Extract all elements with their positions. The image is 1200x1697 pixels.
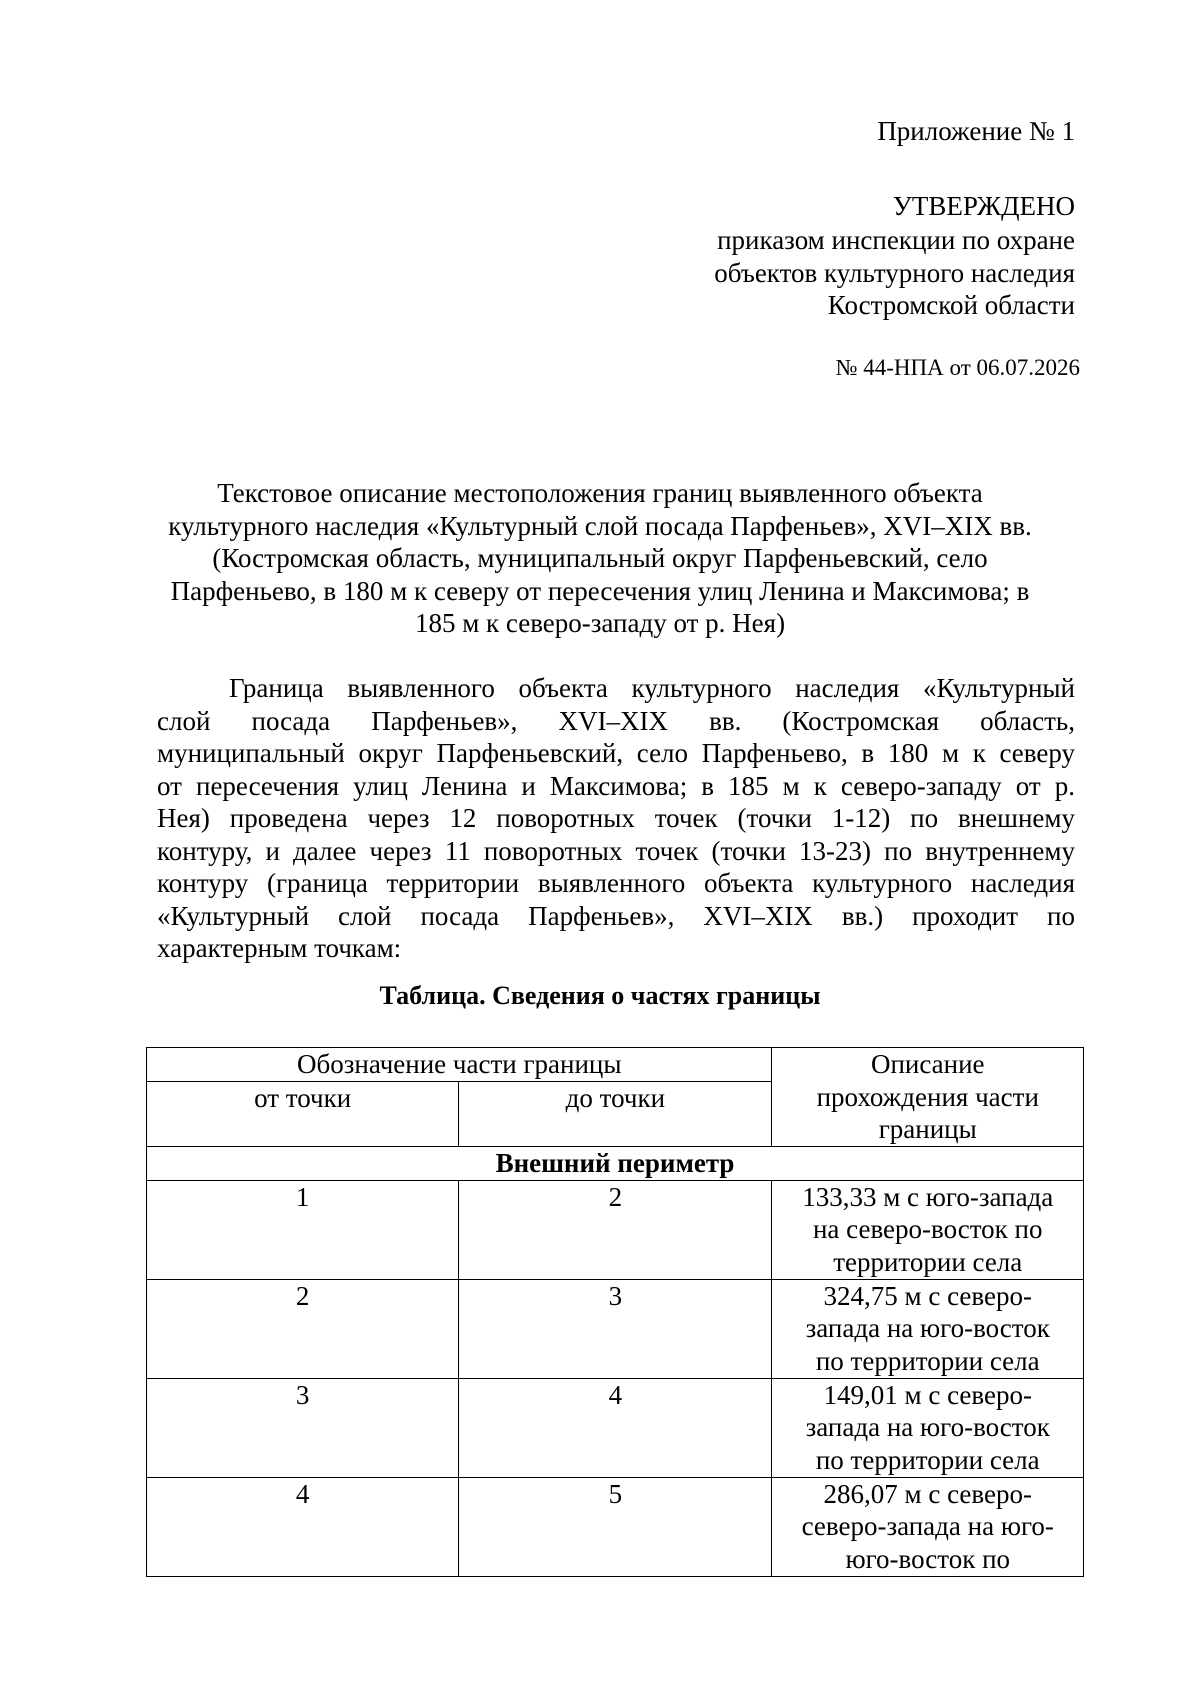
section-outer-perimeter: Внешний периметр <box>147 1146 1084 1180</box>
cell-to: 2 <box>459 1180 772 1279</box>
cell-from: 2 <box>147 1279 459 1378</box>
paragraph-line: муниципальный округ Парфеньевский, село Парфеньево, в 180 м к северу <box>157 738 1075 768</box>
description-line: территории села <box>833 1246 1023 1277</box>
table-row <box>147 1477 1084 1576</box>
header-description-line: прохождения части <box>816 1081 1039 1112</box>
title-line: Парфеньево, в 180 м к северу от пересечения улиц Ленина и Максимова; в <box>170 575 1030 606</box>
description-line: по территории села <box>815 1345 1040 1376</box>
table-row <box>147 1279 1084 1378</box>
header-description-line: Описание <box>870 1049 985 1079</box>
description-line: юго-восток по <box>845 1543 1011 1574</box>
paragraph-line: Граница выявленного объекта культурного наследия «Культурный <box>229 673 1075 703</box>
paragraph-line: контуру (граница территории выявленного объекта культурного наследия <box>157 868 1075 898</box>
title-line: Текстовое описание местоположения границ выявленного объекта <box>217 478 983 508</box>
paragraph-line: от пересечения улиц Ленина и Максимова; в 185 м к северо-западу от р. <box>157 770 1075 801</box>
paragraph-line: слой посада Парфеньев», XVI–XIX вв. (Костромская область, <box>157 705 1075 736</box>
title-line: 185 м к северо-западу от р. Нея) <box>414 608 786 638</box>
cell-description <box>772 1279 1084 1378</box>
cell-description <box>772 1180 1084 1279</box>
paragraph-line: контуру, и далее через 11 поворотных точек (точки 13-23) по внутреннему <box>157 835 1075 866</box>
boundary-parts-table <box>146 1047 1084 1577</box>
header-description <box>772 1048 1084 1147</box>
table-section-row <box>147 1146 1084 1180</box>
approved-by-line: приказом инспекции по охране <box>717 225 1075 255</box>
table-row <box>147 1378 1084 1477</box>
description-line: по территории села <box>815 1444 1040 1475</box>
cell-description <box>772 1477 1084 1576</box>
cell-to: 5 <box>459 1477 772 1576</box>
description-line: на северо-восток по <box>812 1214 1043 1244</box>
approved-by-line: Костромской области <box>827 290 1075 320</box>
header-boundary-part: Обозначение части границы <box>147 1048 772 1082</box>
approved-by-line: объектов культурного наследия <box>714 258 1075 288</box>
header-to-point: до точки <box>459 1081 772 1146</box>
description-line: 133,33 м с юго-запада <box>802 1181 1054 1212</box>
cell-from: 3 <box>147 1378 459 1477</box>
title-line: культурного наследия «Культурный слой посада Парфеньев», XVI–XIX вв. <box>168 510 1032 541</box>
paragraph-line: характерным точкам: <box>157 933 402 963</box>
header-from-point: от точки <box>147 1081 459 1146</box>
approved-stamp: УТВЕРЖДЕНО <box>892 191 1075 221</box>
table-row <box>147 1180 1084 1279</box>
cell-to: 3 <box>459 1279 772 1378</box>
description-line: 286,07 м с северо- <box>823 1478 1032 1509</box>
description-line: запада на юго-восток <box>805 1412 1050 1442</box>
description-line: 149,01 м с северо- <box>823 1379 1032 1410</box>
cell-from: 1 <box>147 1180 459 1279</box>
table-caption: Таблица. Сведения о частях границы <box>379 981 821 1010</box>
paragraph-line: Нея) проведена через 12 поворотных точек (точки 1-12) по внешнему <box>157 803 1075 833</box>
cell-to: 4 <box>459 1378 772 1477</box>
description-line: северо-запада на юго- <box>801 1511 1054 1541</box>
order-number: № 44-НПА от 06.07.2026 <box>835 355 1080 380</box>
table-header-row <box>147 1048 1084 1082</box>
boundary-description-paragraph <box>157 672 1075 965</box>
cell-from: 4 <box>147 1477 459 1576</box>
title-line: (Костромская область, муниципальный округ Парфеньевский, село <box>212 543 988 573</box>
cell-description <box>772 1378 1084 1477</box>
description-line: запада на юго-восток <box>805 1313 1050 1343</box>
paragraph-line: «Культурный слой посада Парфеньев», XVI–XIX вв.) проходит по <box>157 900 1075 931</box>
description-line: 324,75 м с северо- <box>823 1280 1032 1311</box>
header-description-line: границы <box>878 1114 977 1144</box>
document-title <box>140 477 1060 640</box>
appendix-number: Приложение № 1 <box>877 116 1075 146</box>
